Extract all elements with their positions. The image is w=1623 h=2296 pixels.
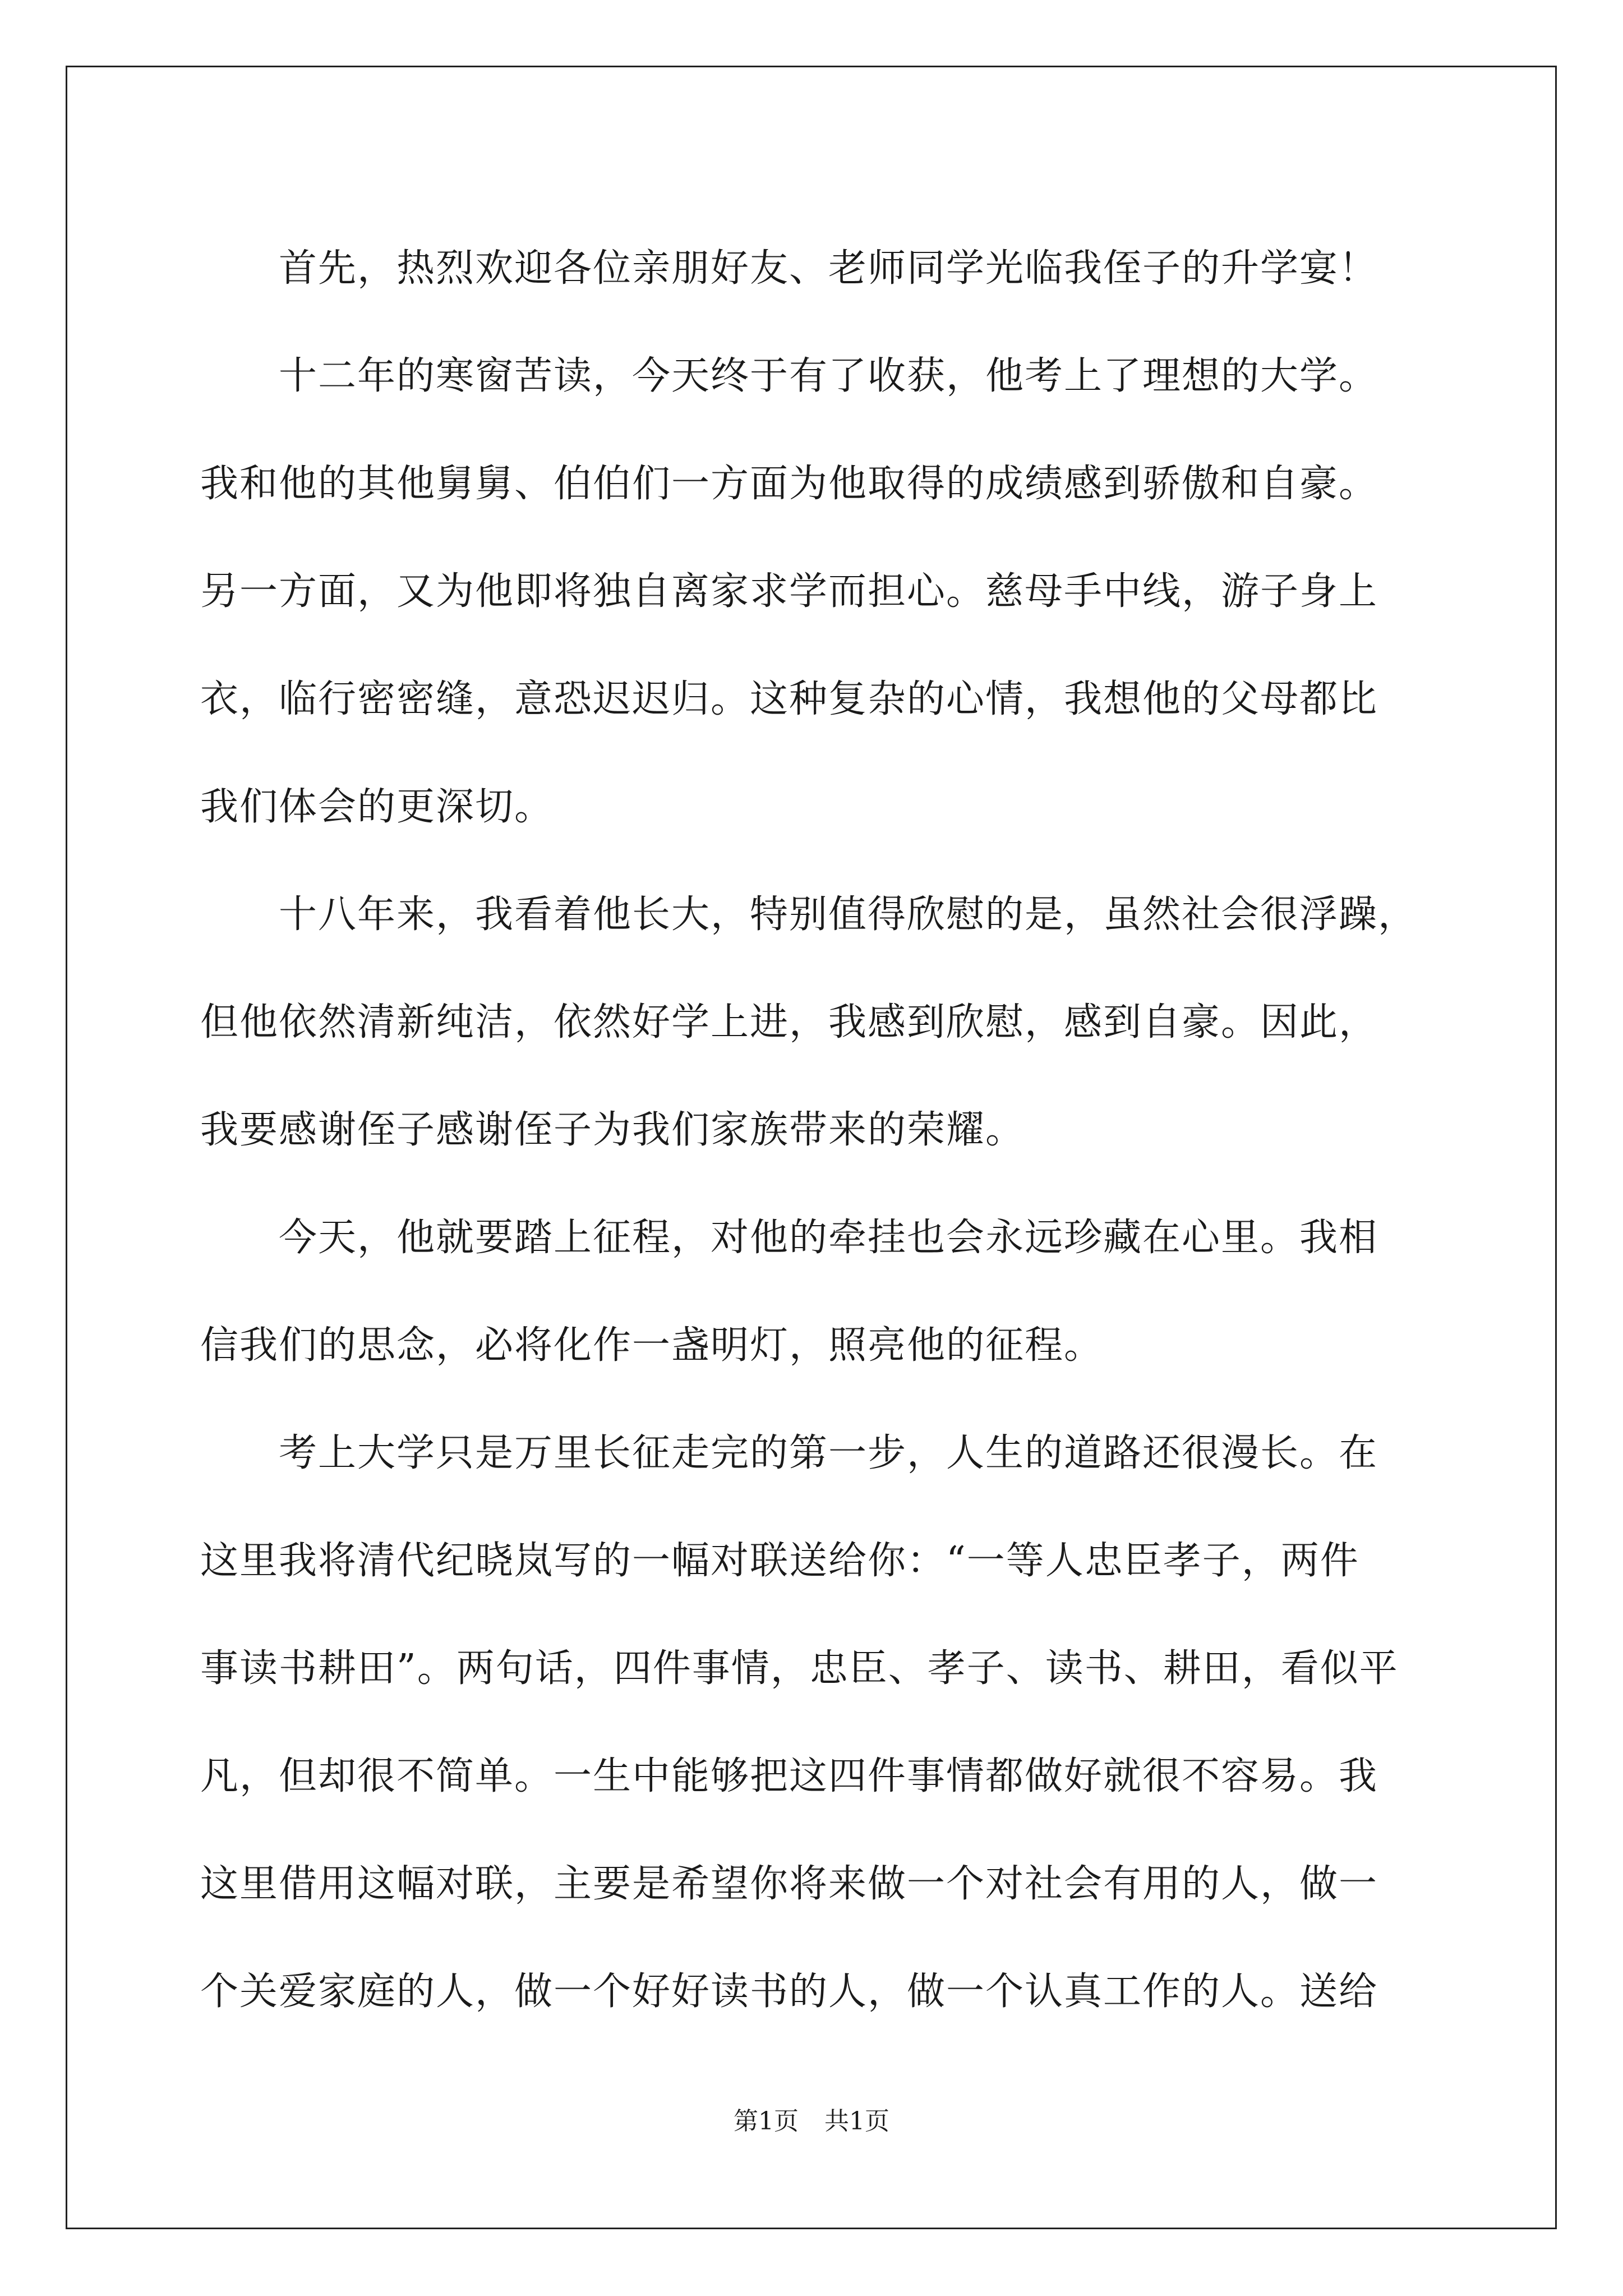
text-line: 今天，他就要踏上征程，对他的牵挂也会永远珍藏在心里。我相 — [279, 1216, 1378, 1260]
page-number: 第1页 — [734, 2107, 799, 2136]
text-line: 我要感谢侄子感谢侄子为我们家族带来的荣耀。 — [200, 1108, 1025, 1152]
document-body — [200, 215, 1423, 2046]
text-line: 但他依然清新纯洁，依然好学上进，我感到欣慰，感到自豪。因此， — [200, 1000, 1378, 1045]
text-line: 我们体会的更深切。 — [200, 785, 554, 829]
text-line: 个关爱家庭的人，做一个好好读书的人，做一个认真工作的人。送给 — [200, 1970, 1378, 2014]
text-line: 十二年的寒窗苦读，今天终于有了收获，他考上了理想的大学。 — [279, 354, 1378, 398]
page-total: 共1页 — [824, 2107, 889, 2136]
text-line: 我和他的其他舅舅、伯伯们一方面为他取得的成绩感到骄傲和自豪。 — [200, 462, 1378, 506]
text-line: 衣，临行密密缝，意恐迟迟归。这种复杂的心情，我想他的父母都比 — [200, 677, 1378, 721]
text-line: 考上大学只是万里长征走完的第一步，人生的道路还很漫长。在 — [279, 1431, 1378, 1475]
text-line: 凡，但却很不简单。一生中能够把这四件事情都做好就很不容易。我 — [200, 1754, 1378, 1798]
text-line: 十八年来，我看着他长大，特别值得欣慰的是，虽然社会很浮躁， — [279, 892, 1418, 937]
text-line: 另一方面，又为他即将独自离家求学而担心。慈母手中线，游子身上 — [200, 569, 1378, 614]
text-line: 首先，热烈欢迎各位亲朋好友、老师同学光临我侄子的升学宴！ — [279, 246, 1378, 291]
text-line: 这里借用这幅对联，主要是希望你将来做一个对社会有用的人，做一 — [200, 1862, 1378, 1906]
text-line: 这里我将清代纪晓岚写的一幅对联送给你：“一等人忠臣孝子，两件 — [200, 1539, 1359, 1583]
text-line: 信我们的思念，必将化作一盏明灯，照亮他的征程。 — [200, 1323, 1104, 1368]
text-line: 事读书耕田”。两句话，四件事情，忠臣、孝子、读书、耕田，看似平 — [200, 1646, 1399, 1691]
page-footer — [0, 2105, 1623, 2138]
